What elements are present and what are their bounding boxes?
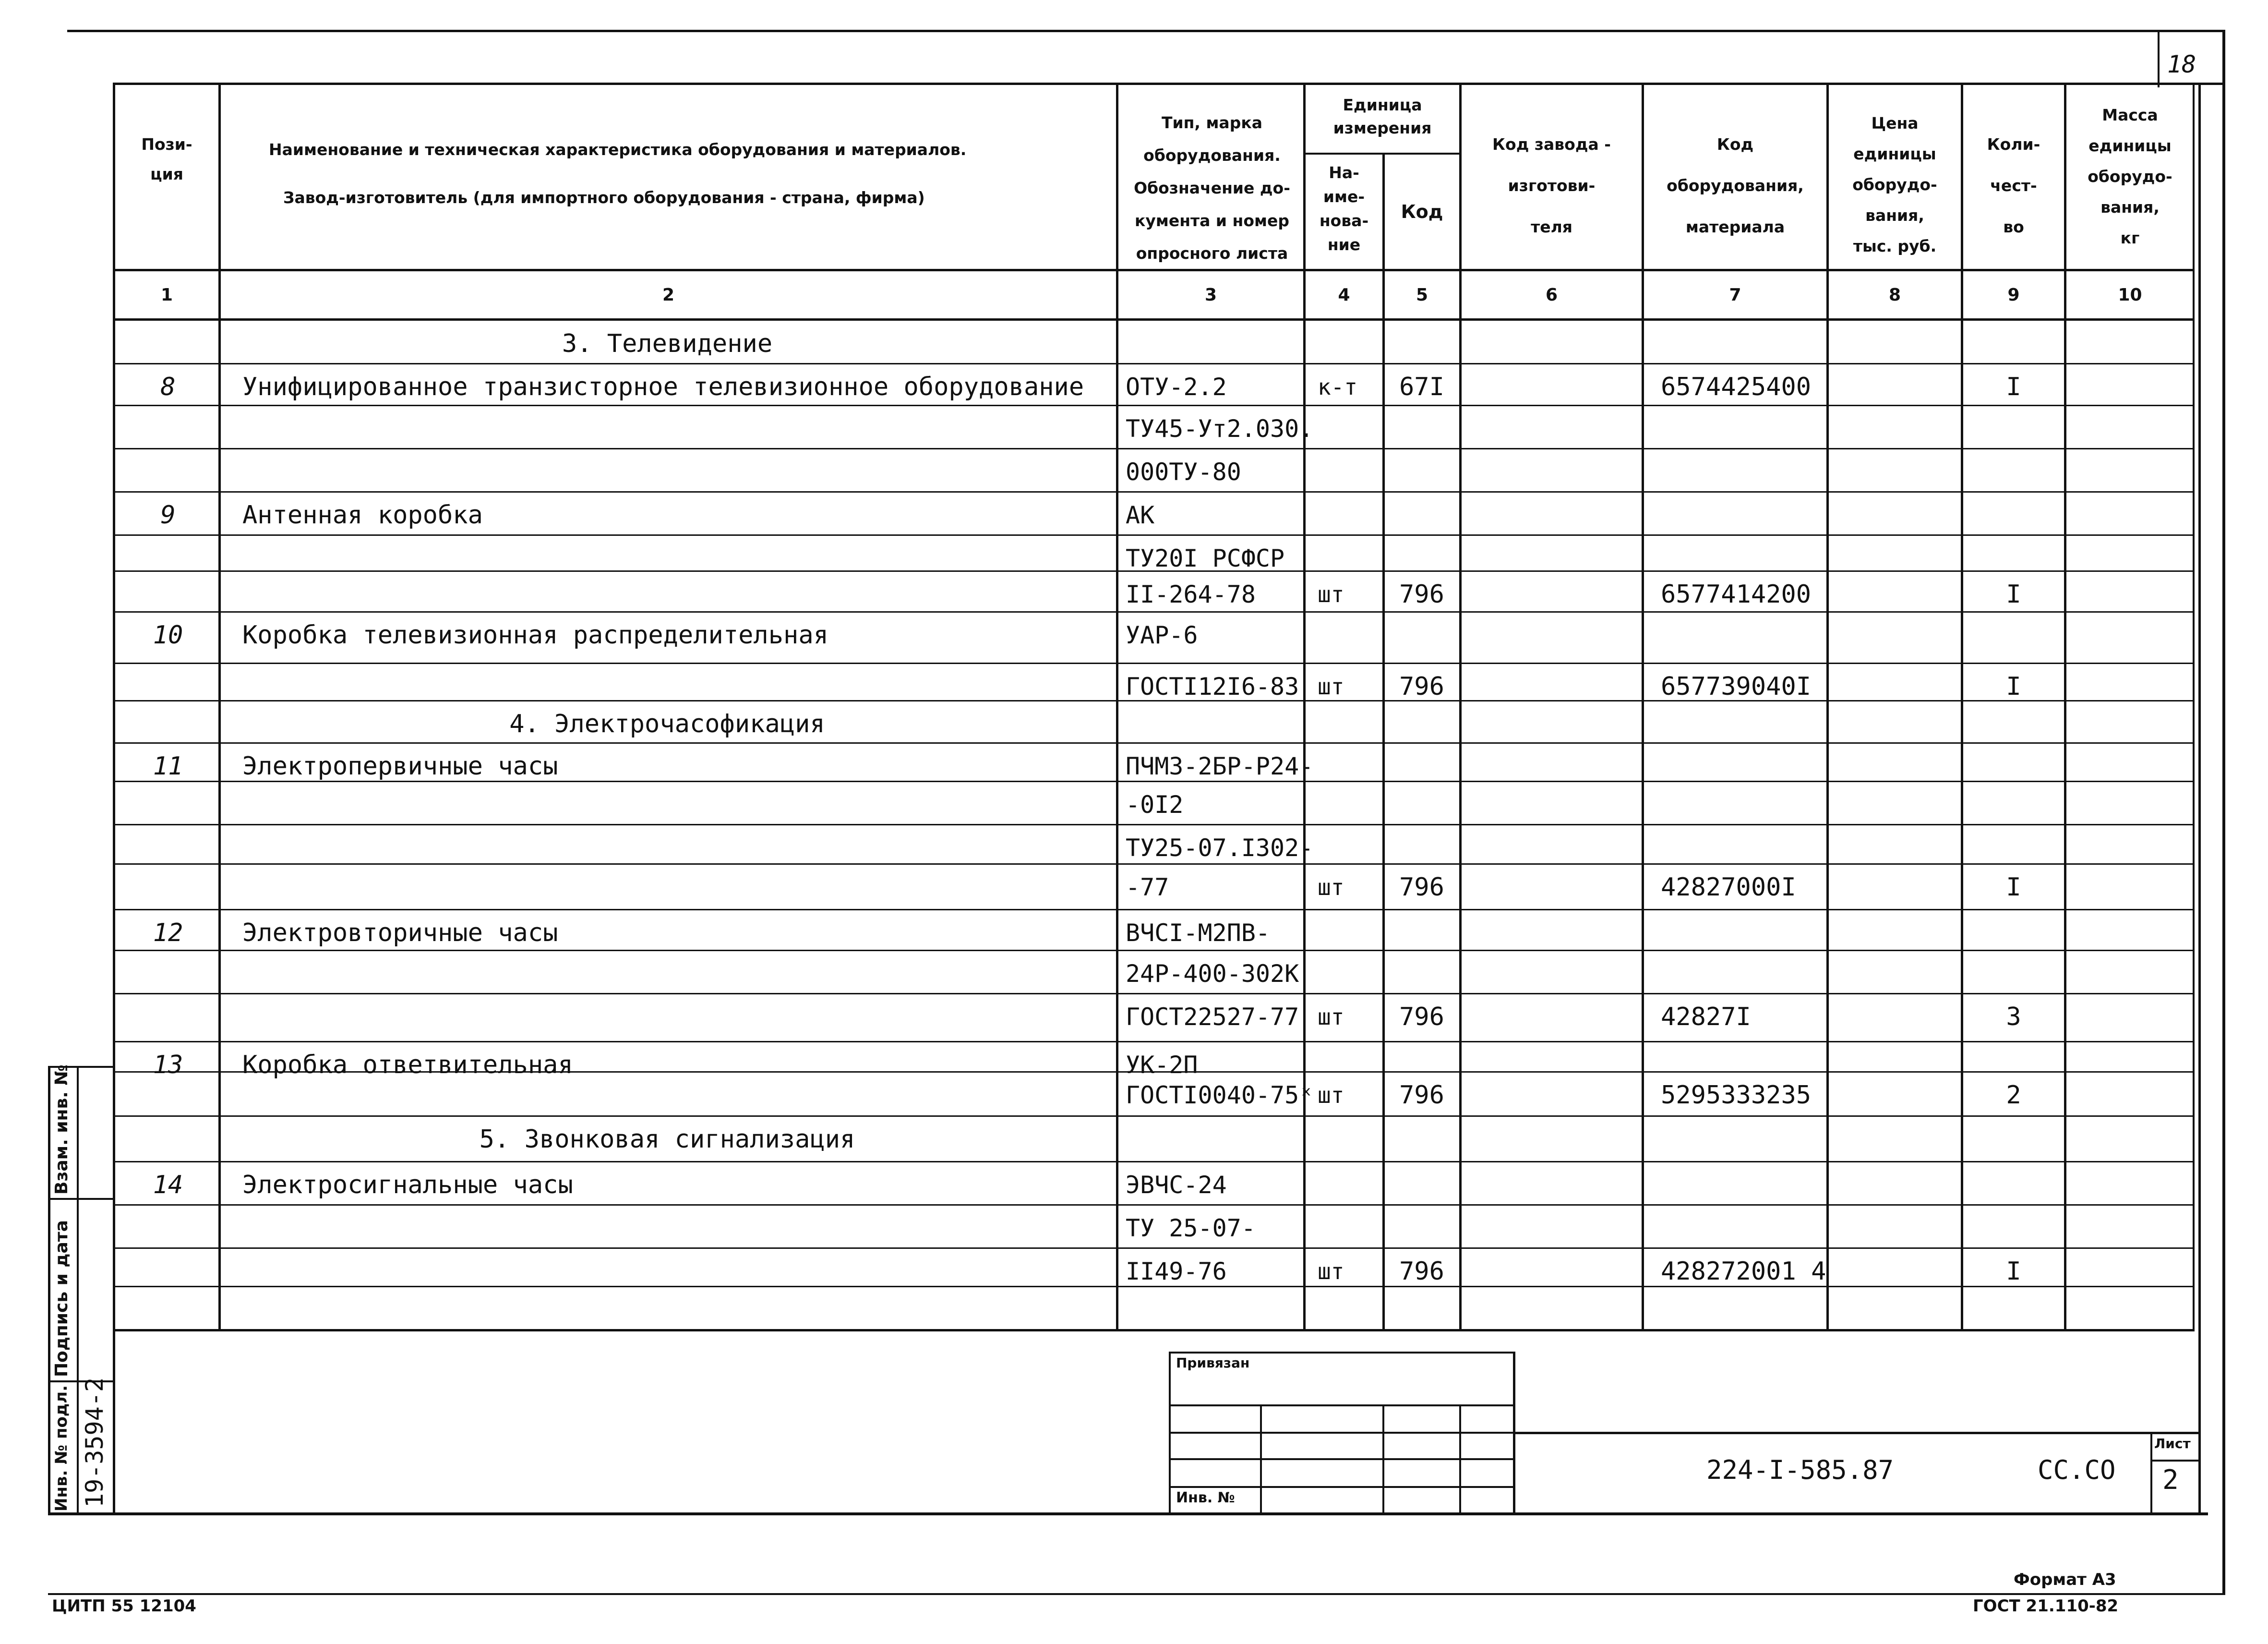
- row-unit: шт: [1318, 1082, 1344, 1108]
- row-unit: шт: [1318, 674, 1344, 700]
- corner-box-left: [2158, 30, 2160, 87]
- row-equipment-code: 42827I: [1661, 1003, 1751, 1031]
- row-position: 11: [153, 752, 183, 781]
- row-position: 12: [153, 919, 183, 947]
- row-quantity: 2: [2006, 1081, 2021, 1110]
- frame-bottom-line: [48, 1512, 2208, 1515]
- table-body-bottom-line: [113, 1329, 2195, 1331]
- section-heading: 3. Телевидение: [562, 329, 773, 358]
- row-type: ЭВЧС-24: [1126, 1171, 1227, 1199]
- inv-no-label: Инв. №: [1176, 1489, 1235, 1506]
- stamp-main-top-line: [1514, 1432, 2201, 1434]
- header-col5: Код: [1401, 201, 1443, 222]
- row-code: 796: [1399, 1257, 1444, 1286]
- row-code: 796: [1399, 1003, 1444, 1031]
- sheet-box-mid: [2150, 1460, 2201, 1462]
- row-separator: [115, 1161, 2194, 1162]
- side-podpis-label: Подпись и дата: [52, 1220, 72, 1377]
- row-code: 796: [1399, 873, 1444, 902]
- sheet-box-left: [2150, 1432, 2152, 1513]
- row-quantity: I: [2006, 580, 2021, 609]
- column-number: 9: [2007, 285, 2020, 305]
- row-quantity: I: [2006, 373, 2021, 401]
- row-quantity: I: [2006, 873, 2021, 902]
- section-heading: 4. Электрочасофикация: [509, 710, 825, 738]
- frame-top-line: [67, 30, 2225, 32]
- header-col8: Цена единицы оборудо- вания, тыс. руб.: [1852, 114, 1937, 255]
- row-name: Электросигнальные часы: [242, 1171, 573, 1199]
- row-type: -0I2: [1126, 791, 1184, 819]
- footer-left: ЦИТП 55 12104: [52, 1596, 196, 1616]
- row-type: ОТУ-2.2: [1126, 373, 1227, 401]
- row-name: Коробка телевизионная распределительная: [242, 621, 828, 650]
- row-unit: шт: [1318, 1258, 1344, 1284]
- row-quantity: 3: [2006, 1003, 2021, 1031]
- row-type: УК-2П: [1126, 1051, 1198, 1079]
- row-unit: шт: [1318, 581, 1344, 607]
- row-code: 796: [1399, 1081, 1444, 1110]
- row-unit: шт: [1318, 874, 1344, 900]
- side-stamp-div: [48, 1198, 115, 1200]
- row-position: 13: [153, 1051, 183, 1079]
- row-type: ГОСТI12I6-83: [1126, 673, 1299, 701]
- row-type: II49-76: [1126, 1257, 1227, 1285]
- header-col2: Наименование и техническая характеристика оборудования и материалов. Завод-изготовитель (для импортного оборудования - страна, фирма): [269, 140, 967, 207]
- row-equipment-code: 42827000I: [1661, 873, 1796, 902]
- row-type: УАР-6: [1126, 621, 1198, 649]
- column-number: 5: [1416, 285, 1428, 305]
- section-heading: 5. Звонковая сигнализация: [479, 1125, 855, 1154]
- column-number: 4: [1338, 285, 1350, 305]
- row-type: ТУ45-Ут2.030.: [1126, 415, 1314, 443]
- sheet-corner-number: 18: [2167, 50, 2196, 78]
- row-type: ТУ20I РСФСР: [1126, 544, 1285, 572]
- row-type: АК: [1126, 501, 1155, 529]
- header-col1: Пози- ция: [141, 135, 192, 183]
- row-code: 796: [1399, 672, 1444, 701]
- row-type: ТУ25-07.I302-: [1126, 834, 1314, 862]
- row-position: 10: [153, 621, 183, 650]
- column-number: 8: [1888, 285, 1901, 305]
- row-separator: [115, 1041, 2194, 1042]
- column-number: 10: [2118, 285, 2142, 305]
- row-code: 796: [1399, 580, 1444, 609]
- mark: СС.СО: [2038, 1455, 2116, 1485]
- row-unit: к-т: [1318, 374, 1358, 400]
- row-name: Унифицированное транзисторное телевизионное оборудование: [242, 373, 1084, 401]
- header-col10: Масса единицы оборудо- вания, кг: [2088, 106, 2172, 247]
- row-quantity: I: [2006, 672, 2021, 701]
- side-inv-podl-label: Инв. № подл.: [52, 1385, 71, 1511]
- row-type: -77: [1126, 873, 1169, 901]
- footer-format: Формат А3: [2014, 1570, 2116, 1589]
- header-col6: Код завода - изготови- теля: [1492, 135, 1611, 236]
- side-stamp-outer: [48, 1066, 50, 1515]
- row-equipment-code: 657739040I: [1661, 672, 1812, 701]
- row-code: 67I: [1399, 373, 1444, 401]
- row-type: ТУ 25-07-: [1126, 1214, 1256, 1242]
- footer-gost: ГОСТ 21.110-82: [1973, 1596, 2119, 1616]
- row-position: 9: [160, 501, 176, 530]
- side-vzam-label: Взам. инв. №: [52, 1064, 72, 1195]
- table-right-line: [2198, 83, 2201, 1513]
- row-type: ВЧСI-М2ПВ-: [1126, 919, 1271, 947]
- row-name: Коробка ответвительная: [242, 1051, 573, 1079]
- header-col3: Тип, марка оборудования. Обозначение до- кумента и номер опросного листа: [1134, 113, 1290, 263]
- column-number: 2: [662, 285, 675, 305]
- row-equipment-code: 6574425400: [1661, 373, 1812, 401]
- row-type: II-264-78: [1126, 580, 1256, 608]
- row-separator: [115, 663, 2194, 664]
- row-equipment-code: 428272001 4: [1661, 1257, 1826, 1286]
- row-quantity: I: [2006, 1257, 2021, 1286]
- row-type: ПЧМЗ-2БР-Р24-: [1126, 752, 1314, 780]
- unit-group-line: [1303, 153, 1462, 155]
- row-name: Антенная коробка: [242, 501, 483, 530]
- column-number: 1: [160, 285, 173, 305]
- side-stamp-inner: [77, 1066, 79, 1515]
- side-inv-podl-value: 19-3594-2: [81, 1378, 108, 1508]
- header-unit-group: Единица измерения: [1333, 96, 1432, 137]
- privyazan-label: Привязан: [1176, 1355, 1250, 1371]
- frame-right-line: [2222, 30, 2225, 1595]
- column-number: 3: [1204, 285, 1217, 305]
- footer-line: [48, 1593, 2225, 1595]
- row-type: ГОСТI0040-75ˣ: [1126, 1081, 1314, 1109]
- row-unit: шт: [1318, 1004, 1344, 1030]
- header-col7: Код оборудования, материала: [1667, 135, 1804, 236]
- row-type: 000ТУ-80: [1126, 458, 1241, 486]
- row-position: 14: [153, 1171, 183, 1199]
- header-col4: На- име- нова- ние: [1319, 163, 1369, 254]
- sheet-label: Лист: [2154, 1436, 2191, 1451]
- document-code: 224-I-585.87: [1706, 1455, 1894, 1485]
- table-top-line: [113, 83, 2225, 85]
- header-col9: Коли- чест- во: [1987, 135, 2040, 236]
- row-type: 24Р-400-302К: [1126, 960, 1299, 988]
- row-name: Электропервичные часы: [242, 752, 558, 781]
- row-type: ГОСТ22527-77: [1126, 1003, 1299, 1031]
- row-equipment-code: 5295333235: [1661, 1081, 1812, 1110]
- row-position: 8: [160, 373, 176, 401]
- column-number: 7: [1729, 285, 1741, 305]
- sheet-number: 2: [2162, 1464, 2179, 1496]
- column-number: 6: [1545, 285, 1558, 305]
- row-separator: [115, 909, 2194, 910]
- row-equipment-code: 6577414200: [1661, 580, 1812, 609]
- row-name: Электровторичные часы: [242, 919, 558, 947]
